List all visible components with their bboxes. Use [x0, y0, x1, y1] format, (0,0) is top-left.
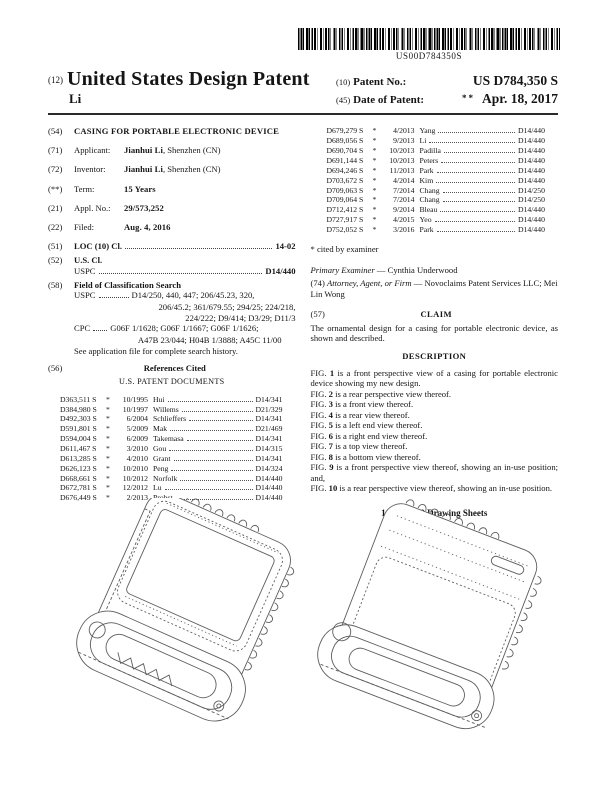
reference-date: 2/2013: [126, 493, 148, 503]
reference-class: D14/324: [255, 463, 283, 473]
title-block: [48, 68, 310, 108]
examiner-cited-mark: *: [372, 205, 377, 215]
claim-text: The ornamental design for a casing for portable electronic device, as shown and described.: [310, 322, 558, 344]
patent-date-row: [336, 90, 558, 108]
field-of-search-section: [48, 280, 296, 357]
search-history-note: See application file for complete search history.: [74, 345, 238, 356]
reference-class: D14/440: [518, 146, 545, 156]
reference-row: [60, 405, 296, 415]
reference-name: Park: [419, 165, 434, 175]
reference-name: Peng: [153, 463, 169, 473]
reference-class: D14/440: [518, 215, 545, 225]
examiner-cited-mark: *: [372, 146, 377, 156]
description-heading: DESCRIPTION: [402, 351, 467, 362]
reference-class: D14/250: [518, 185, 545, 195]
reference-row: [327, 225, 559, 235]
primary-examiner-name: — Cynthia Underwood: [374, 264, 458, 275]
reference-date: 10/1995: [122, 394, 148, 404]
uspc-search-line1: D14/250, 440, 447; 206/45.23, 320,: [131, 290, 255, 301]
field-code-54: (54): [48, 126, 63, 137]
reference-row: [60, 464, 296, 474]
references-table-left: [60, 395, 296, 503]
reference-date: 10/1997: [122, 404, 148, 414]
reference-date: 3/2016: [393, 225, 415, 235]
reference-name: Yeo: [419, 215, 432, 225]
reference-name: Chang: [419, 185, 440, 195]
reference-name: Bleau: [419, 205, 438, 215]
reference-row: [327, 176, 559, 186]
figure-description-line: FIG. 4 is a rear view thereof.: [310, 409, 410, 420]
us-class-section: [48, 255, 296, 276]
reference-class: D14/341: [255, 394, 283, 404]
examiner-cited-mark: *: [106, 483, 110, 493]
reference-number: D703,672 S: [326, 175, 364, 185]
field-label: Inventor:: [74, 164, 106, 175]
reference-row: [327, 186, 559, 196]
reference-date: 3/2010: [126, 443, 148, 453]
field-code-45: (45): [336, 95, 351, 106]
dotted-leader: [169, 450, 252, 451]
patent-number-row: [336, 72, 558, 90]
cpc-search-label: CPC: [74, 323, 91, 334]
patent-drawings: [0, 498, 600, 800]
figure-description-line: FIG. 8 is a bottom view thereof.: [310, 451, 421, 462]
examiner-cited-mark: *: [106, 414, 110, 424]
reference-row: [60, 474, 296, 484]
reference-number: D672,781 S: [60, 483, 97, 493]
loc-class-section: [48, 241, 296, 252]
examiner-cited-mark: *: [106, 424, 110, 434]
examiner-cited-mark: *: [372, 185, 377, 195]
figure-description-line: FIG. 1 is a front perspective view of a casing for portable electronic device showing my new design.: [310, 367, 558, 389]
reference-date: 10/2013: [389, 146, 415, 156]
reference-row: [327, 166, 559, 176]
cpc-search-line: A47B 23/044; H04B 1/3888; A45C 11/00: [137, 335, 282, 346]
reference-number: D594,004 S: [60, 434, 97, 444]
reference-date: 10/2013: [389, 156, 415, 166]
dotted-leader: [93, 330, 107, 331]
reference-row: [327, 146, 559, 156]
invention-title: CASING FOR PORTABLE ELECTRONIC DEVICE: [74, 126, 280, 137]
field-code-51: (51): [48, 241, 63, 252]
reference-number: D492,303 S: [60, 414, 97, 424]
reference-name: Willems: [153, 404, 179, 414]
reference-date: 9/2014: [393, 205, 415, 215]
reference-class: D14/250: [518, 195, 545, 205]
examiner-cited-mark: *: [106, 434, 110, 444]
dotted-leader: [187, 440, 253, 441]
field-code-57: (57): [310, 308, 325, 319]
field-code-58: (58): [48, 279, 63, 290]
bibliographic-fields: [48, 145, 296, 233]
reference-row: [60, 434, 296, 444]
field-code: (22): [48, 222, 63, 233]
reference-number: D613,285 S: [60, 453, 97, 463]
bib-field-row: [48, 184, 296, 195]
uspc-search-line: 206/45.2; 361/679.55; 294/25; 224/218,: [158, 302, 296, 313]
reference-number: D626,123 S: [60, 463, 97, 473]
dotted-leader: [438, 132, 515, 133]
reference-name: Hui: [153, 394, 165, 404]
references-cited-section: [48, 363, 296, 374]
figure-description-line: FIG. 6 is a right end view thereof.: [310, 430, 428, 441]
dotted-leader: [99, 273, 263, 274]
field-code-10: (10): [336, 77, 351, 87]
loc-value: 14-02: [275, 241, 296, 252]
examiner-cited-mark: *: [106, 394, 110, 404]
reference-class: D14/315: [255, 443, 283, 453]
patent-header: [48, 68, 558, 108]
reference-date: 4/2010: [126, 453, 148, 463]
dotted-leader: [171, 470, 252, 471]
primary-examiner-label: Primary Examiner: [310, 264, 375, 275]
cited-by-examiner-note: * cited by examiner: [310, 243, 379, 254]
loc-label: LOC (10) Cl.: [74, 241, 122, 252]
field-label: Term:: [74, 183, 95, 194]
reference-class: D14/440: [518, 136, 545, 146]
reference-name: Kim: [419, 175, 434, 185]
reference-name: Mak: [153, 424, 168, 434]
reference-date: 7/2014: [393, 185, 415, 195]
dotted-leader: [125, 248, 272, 249]
reference-class: D14/440: [255, 483, 283, 493]
dotted-leader: [99, 297, 129, 298]
reference-number: D668,661 S: [60, 473, 97, 483]
header-divider: [48, 113, 558, 115]
examiner-cited-mark: *: [106, 404, 110, 414]
uspc-search-label: USPC: [74, 290, 96, 301]
reference-row: [327, 126, 559, 136]
patent-number-label: Patent No.:: [353, 76, 407, 88]
kind-code-number: (12): [48, 75, 63, 85]
reference-date: 11/2013: [389, 165, 415, 175]
dotted-leader: [170, 430, 252, 431]
reference-number: D691,144 S: [326, 156, 364, 166]
dotted-leader: [437, 172, 515, 173]
reference-date: 10/2010: [122, 463, 148, 473]
reference-class: D14/341: [255, 453, 283, 463]
reference-date: 4/2015: [393, 215, 415, 225]
field-value: 15 Years: [124, 183, 156, 194]
field-code-74: (74): [310, 278, 325, 289]
reference-name: Takemasa: [153, 434, 184, 444]
field-label: Appl. No.:: [74, 202, 111, 213]
reference-name: Lu: [153, 483, 162, 493]
patent-meta: [336, 68, 558, 108]
dotted-leader: [444, 152, 515, 153]
field-value: Aug. 4, 2016: [124, 222, 171, 233]
reference-number: D727,917 S: [326, 215, 364, 225]
field-code: (71): [48, 145, 63, 156]
dotted-leader: [182, 411, 253, 412]
reference-row: [60, 444, 296, 454]
field-label: Applicant:: [74, 145, 111, 156]
examiner-cited-mark: *: [372, 175, 377, 185]
examiner-cited-mark: *: [372, 215, 377, 225]
barcode-image: [298, 28, 560, 50]
reference-number: D694,246 S: [326, 165, 364, 175]
reference-number: D363,511 S: [60, 394, 97, 404]
attorney-label: Attorney, Agent, or Firm: [326, 278, 412, 289]
reference-number: D679,279 S: [326, 126, 364, 136]
reference-class: D14/440: [518, 165, 545, 175]
claims-sheets-note: 1 Claim, 10 Drawing Sheets: [381, 507, 488, 518]
reference-row: [60, 414, 296, 424]
reference-row: [327, 215, 559, 225]
reference-row: [60, 395, 296, 405]
reference-class: D14/440: [518, 156, 545, 166]
uspc-value: D14/440: [265, 265, 296, 276]
claim-section-heading: [311, 309, 559, 320]
reference-name: Park: [419, 225, 434, 235]
reference-number: D752,052 S: [326, 225, 364, 235]
reference-class: D14/341: [255, 414, 283, 424]
reference-date: 9/2013: [393, 136, 415, 146]
cpc-search-continuation: [74, 335, 296, 346]
reference-name: Chang: [419, 195, 440, 205]
reference-date: 6/2009: [126, 434, 148, 444]
reference-row: [327, 156, 559, 166]
reference-number: D709,063 S: [326, 185, 364, 195]
reference-row: [60, 454, 296, 464]
patent-date-label: Date of Patent:: [353, 94, 425, 107]
front-perspective-drawing: [48, 498, 303, 798]
dotted-leader: [189, 420, 252, 421]
reference-name: Peters: [419, 156, 439, 166]
examiner-cited-mark: *: [372, 195, 377, 205]
reference-row: [327, 136, 559, 146]
dotted-leader: [443, 201, 515, 202]
examiner-cited-mark: *: [372, 165, 377, 175]
left-column: [48, 126, 296, 518]
reference-class: D14/440: [518, 205, 545, 215]
rear-perspective-drawing: [307, 498, 552, 798]
examiner-cited-mark: *: [106, 473, 110, 483]
dotted-leader: [437, 231, 515, 232]
field-value: 29/573,252: [124, 202, 164, 213]
reference-number: D591,801 S: [60, 424, 97, 434]
attorney-line: [311, 278, 559, 299]
reference-name: Gou: [153, 443, 167, 453]
field-label: Filed:: [74, 222, 95, 233]
barcode-text: US00D784350S: [395, 51, 463, 61]
barcode-block: [298, 28, 560, 61]
reference-number: D611,467 S: [60, 443, 97, 453]
dotted-leader: [435, 221, 515, 222]
field-code-56: (56): [48, 362, 63, 373]
field-code: (**): [48, 183, 63, 194]
examiner-cited-mark: *: [372, 225, 377, 235]
field-of-search-label: Field of Classification Search: [74, 279, 182, 290]
figure-descriptions: [311, 368, 559, 494]
reference-number: D689,056 S: [326, 136, 364, 146]
reference-row: [60, 483, 296, 493]
examiner-cited-mark: *: [106, 443, 110, 453]
reference-row: [327, 205, 559, 215]
uspc-search-line: 224/222; D9/414; D3/29; D11/3: [185, 312, 296, 323]
document-body: [48, 126, 558, 518]
reference-number: D384,980 S: [60, 404, 97, 414]
reference-name: Yang: [419, 126, 436, 136]
dotted-leader: [168, 401, 253, 402]
reference-name: Grant: [153, 453, 171, 463]
us-cl-label: U.S. Cl.: [74, 255, 103, 266]
reference-class: D14/440: [518, 175, 545, 185]
examiner-cited-mark: *: [372, 126, 377, 136]
reference-class: D14/440: [255, 493, 283, 503]
bib-field-row: [48, 203, 296, 214]
field-value: Jianhui Li, Shenzhen (CN): [124, 145, 221, 156]
dotted-leader: [180, 480, 252, 481]
reference-date: 4/2013: [393, 126, 415, 136]
reference-name: Schlieffers: [153, 414, 187, 424]
references-table-right: [327, 126, 559, 234]
references-cited-heading: References Cited: [143, 362, 206, 373]
reference-date: 5/2009: [126, 424, 148, 434]
field-value: Jianhui Li, Shenzhen (CN): [124, 164, 221, 175]
attorney-name: — Novoclaims Patent Services LLC; Mei Lin Wong: [310, 278, 558, 300]
reference-date: 4/2014: [393, 175, 415, 185]
reference-class: D14/440: [518, 225, 545, 235]
bib-field-row: [48, 164, 296, 175]
reference-name: Li: [419, 136, 427, 146]
uspc-search-continuation: [74, 302, 296, 323]
reference-number: D690,704 S: [326, 146, 364, 156]
reference-date: 10/2012: [122, 473, 148, 483]
reference-class: D14/341: [255, 434, 283, 444]
reference-name: Padilla: [419, 146, 441, 156]
reference-date: 6/2004: [126, 414, 148, 424]
primary-examiner-line: [311, 265, 559, 276]
bib-field-row: [48, 222, 296, 233]
dotted-leader: [443, 192, 515, 193]
reference-date: 12/2012: [122, 483, 148, 493]
claim-heading: CLAIM: [420, 308, 453, 319]
examiner-cited-mark: *: [106, 493, 110, 503]
figure-description-line: FIG. 9 is a front perspective view thereof, showing an in-use position; and,: [310, 462, 558, 483]
reference-number: D709,064 S: [326, 195, 364, 205]
dotted-leader: [436, 182, 515, 183]
figure-description-line: FIG. 3 is a front view thereof.: [310, 399, 414, 410]
term-asterisks: **: [461, 93, 475, 104]
dotted-leader: [440, 211, 515, 212]
dotted-leader: [165, 489, 253, 490]
reference-row: [60, 424, 296, 434]
reference-class: D14/440: [518, 126, 545, 136]
right-column: [311, 126, 559, 518]
examiner-cited-mark: *: [372, 136, 377, 146]
reference-class: D14/440: [255, 473, 283, 483]
invention-title-section: [48, 126, 296, 137]
field-code-52: (52): [48, 255, 63, 266]
inventor-surname: Li: [69, 91, 82, 106]
figure-description-line: FIG. 7 is a top view thereof.: [310, 441, 408, 452]
examiner-cited-mark: *: [106, 453, 110, 463]
dotted-leader: [174, 460, 253, 461]
bib-field-row: [48, 145, 296, 156]
dotted-leader: [429, 142, 515, 143]
patent-date-value: Apr. 18, 2017: [481, 91, 558, 107]
examiner-cited-mark: *: [106, 463, 110, 473]
examiner-cited-mark: *: [372, 156, 377, 166]
reference-class: D21/329: [255, 404, 283, 414]
figure-description-line: FIG. 10 is a rear perspective view thereof, showing an in-use position.: [310, 483, 553, 494]
reference-date: 7/2014: [393, 195, 415, 205]
figure-description-line: FIG. 5 is a left end view thereof.: [310, 420, 423, 431]
reference-number: D676,449 S: [60, 493, 97, 503]
reference-name: Norfolk: [153, 473, 178, 483]
patent-number-value: US D784,350 S: [472, 73, 558, 88]
reference-row: [327, 195, 559, 205]
cpc-search-line1: G06F 1/1628; G06F 1/1667; G06F 1/1626;: [110, 323, 259, 334]
field-code: (72): [48, 164, 63, 175]
uspc-label: USPC: [74, 265, 96, 276]
dotted-leader: [441, 162, 515, 163]
reference-class: D21/469: [255, 424, 283, 434]
field-code: (21): [48, 202, 63, 213]
document-title: United States Design Patent: [67, 68, 310, 90]
us-patent-documents-heading: U.S. PATENT DOCUMENTS: [119, 377, 225, 387]
reference-number: D712,412 S: [326, 205, 364, 215]
figure-description-line: FIG. 2 is a rear perspective view thereof.: [310, 388, 452, 399]
